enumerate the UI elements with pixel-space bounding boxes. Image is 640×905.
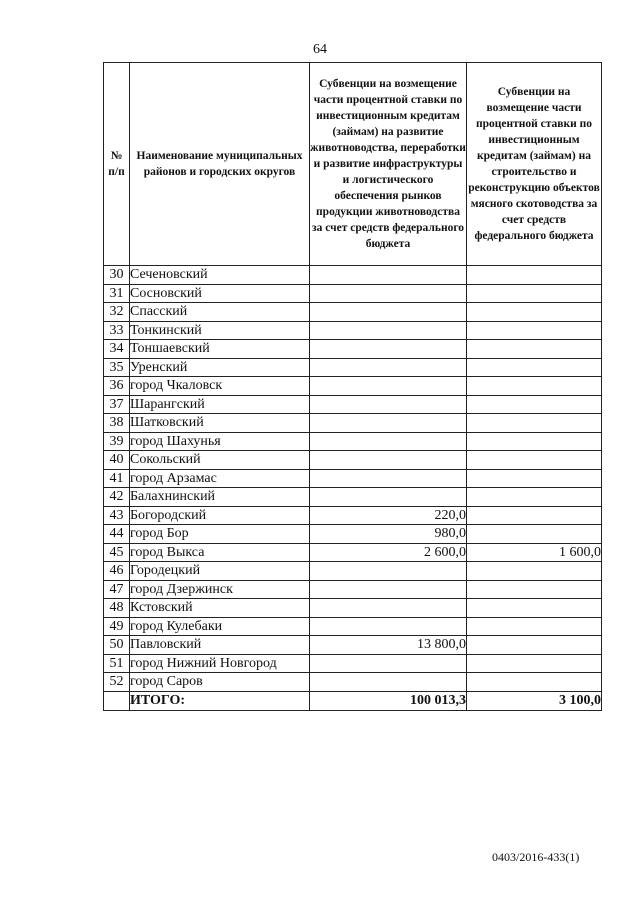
subsidy-1-value [310, 321, 467, 340]
table-row [104, 543, 602, 562]
document-code: 0403/2016-433(1) [492, 850, 580, 864]
district-name: Тоншаевский [130, 340, 310, 359]
district-name: Сеченовский [130, 266, 310, 285]
table-row [104, 451, 602, 470]
subsidy-2-value [467, 525, 602, 544]
table-row [104, 673, 602, 692]
subsidy-2-value [467, 580, 602, 599]
row-number: 33 [104, 321, 130, 340]
row-number: 32 [104, 303, 130, 322]
table-row [104, 303, 602, 322]
district-name: Шатковский [130, 414, 310, 433]
subsidy-2-value [467, 451, 602, 470]
table-row [104, 321, 602, 340]
table-row [104, 432, 602, 451]
district-name: Балахнинский [130, 488, 310, 507]
subsidy-2-value [467, 562, 602, 581]
row-number: 30 [104, 266, 130, 285]
district-name: Богородский [130, 506, 310, 525]
subsidy-2-value [467, 395, 602, 414]
subsidy-2-value [467, 432, 602, 451]
row-number: 52 [104, 673, 130, 692]
subsidy-1-value [310, 414, 467, 433]
subsidy-1-value [310, 340, 467, 359]
subsidy-2-value [467, 284, 602, 303]
table-row [104, 654, 602, 673]
row-number: 36 [104, 377, 130, 396]
table-row [104, 488, 602, 507]
row-number: 45 [104, 543, 130, 562]
subsidy-2-value [467, 617, 602, 636]
total-label: ИТОГО: [130, 691, 310, 710]
table-row [104, 580, 602, 599]
row-number: 38 [104, 414, 130, 433]
table-row [104, 340, 602, 359]
district-name: Уренский [130, 358, 310, 377]
subsidy-2-value [467, 506, 602, 525]
subsidy-1-value [310, 469, 467, 488]
row-number: 47 [104, 580, 130, 599]
subsidy-1-value [310, 284, 467, 303]
subsidy-2-value [467, 340, 602, 359]
subsidy-1-value [310, 617, 467, 636]
table-row [104, 506, 602, 525]
district-name: город Кулебаки [130, 617, 310, 636]
table-row [104, 469, 602, 488]
subsidy-1-value: 13 800,0 [310, 636, 467, 655]
subsidy-1-value [310, 488, 467, 507]
subsidy-1-value: 220,0 [310, 506, 467, 525]
row-number: 39 [104, 432, 130, 451]
header-subsidy-1: Субвенции на возмещение части процентной ставки по инвестиционным кредитам (займам) на развитие животноводства, переработки и развитие инфраструктуры и логистического обеспечения рынков продукции животноводства за счет средств федерального бюджета [310, 63, 467, 266]
subsidy-1-value [310, 432, 467, 451]
subsidy-1-value [310, 451, 467, 470]
subsidy-1-value [310, 303, 467, 322]
table-row [104, 395, 602, 414]
page-number: 64 [313, 42, 327, 57]
table-row [104, 562, 602, 581]
district-name: Сокольский [130, 451, 310, 470]
district-name: город Бор [130, 525, 310, 544]
total-subsidy-1: 100 013,3 [310, 691, 467, 710]
subsidy-2-value [467, 673, 602, 692]
subsidy-1-value: 2 600,0 [310, 543, 467, 562]
subsidy-1-value [310, 599, 467, 618]
table-row [104, 636, 602, 655]
subsidy-1-value: 980,0 [310, 525, 467, 544]
subsidy-2-value [467, 654, 602, 673]
subsidy-2-value [467, 266, 602, 285]
row-number: 48 [104, 599, 130, 618]
table-row [104, 284, 602, 303]
district-name: Павловский [130, 636, 310, 655]
subsidy-2-value [467, 414, 602, 433]
district-name: город Чкаловск [130, 377, 310, 396]
table-row [104, 525, 602, 544]
subsidy-1-value [310, 377, 467, 396]
total-num [104, 691, 130, 710]
subsidy-2-value [467, 599, 602, 618]
table-row [104, 414, 602, 433]
table-header-row [104, 63, 602, 266]
table-row [104, 266, 602, 285]
subsidy-1-value [310, 580, 467, 599]
header-name: Наименование муниципальных районов и городских округов [130, 63, 310, 266]
table-row [104, 617, 602, 636]
district-name: Кстовский [130, 599, 310, 618]
subsidy-1-value [310, 654, 467, 673]
subsidy-1-value [310, 562, 467, 581]
row-number: 41 [104, 469, 130, 488]
subsidy-1-value [310, 673, 467, 692]
district-name: город Саров [130, 673, 310, 692]
total-subsidy-2: 3 100,0 [467, 691, 602, 710]
district-name: Сосновский [130, 284, 310, 303]
subsidy-1-value [310, 395, 467, 414]
subsidy-2-value: 1 600,0 [467, 543, 602, 562]
subsidy-2-value [467, 303, 602, 322]
district-name: город Дзержинск [130, 580, 310, 599]
subsidy-2-value [467, 469, 602, 488]
subsidy-2-value [467, 321, 602, 340]
district-name: город Выкса [130, 543, 310, 562]
header-num: № п/п [104, 63, 130, 266]
subsidy-2-value [467, 636, 602, 655]
row-number: 35 [104, 358, 130, 377]
row-number: 42 [104, 488, 130, 507]
subsidy-1-value [310, 358, 467, 377]
subsidy-2-value [467, 488, 602, 507]
row-number: 40 [104, 451, 130, 470]
district-name: город Нижний Новгород [130, 654, 310, 673]
subsidy-table [103, 62, 602, 711]
row-number: 49 [104, 617, 130, 636]
total-row [104, 691, 602, 710]
district-name: Спасский [130, 303, 310, 322]
district-name: Тонкинский [130, 321, 310, 340]
district-name: Шарангский [130, 395, 310, 414]
table-row [104, 358, 602, 377]
subsidy-2-value [467, 377, 602, 396]
table-row [104, 599, 602, 618]
district-name: город Арзамас [130, 469, 310, 488]
district-name: город Шахунья [130, 432, 310, 451]
subsidy-2-value [467, 358, 602, 377]
row-number: 46 [104, 562, 130, 581]
row-number: 44 [104, 525, 130, 544]
table-row [104, 377, 602, 396]
subsidy-1-value [310, 266, 467, 285]
row-number: 50 [104, 636, 130, 655]
row-number: 37 [104, 395, 130, 414]
row-number: 51 [104, 654, 130, 673]
row-number: 43 [104, 506, 130, 525]
district-name: Городецкий [130, 562, 310, 581]
row-number: 31 [104, 284, 130, 303]
header-subsidy-2: Субвенции на возмещение части процентной ставки по инвестиционным кредитам (займам) на строительство и реконструкцию объектов мясного скотоводства за счет средств федерального бюджета [467, 63, 602, 266]
row-number: 34 [104, 340, 130, 359]
